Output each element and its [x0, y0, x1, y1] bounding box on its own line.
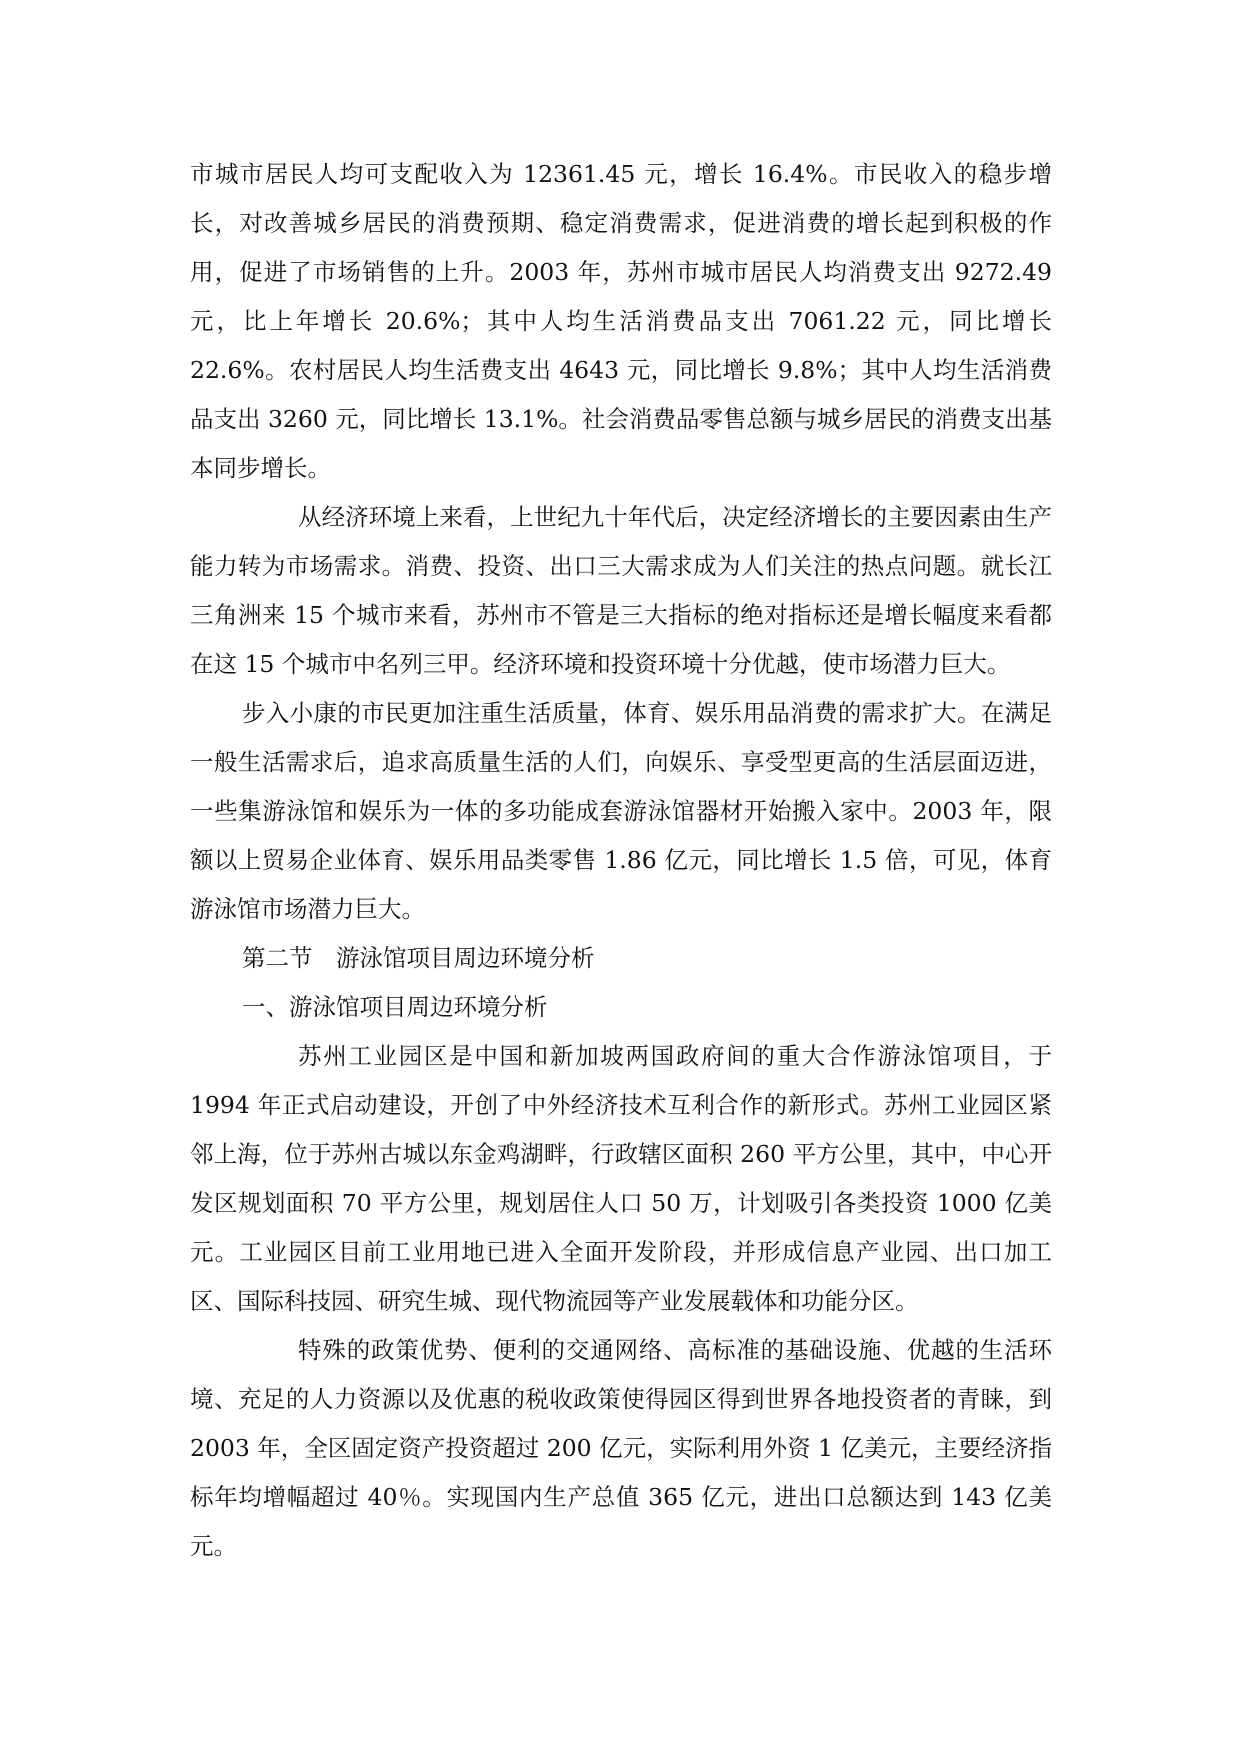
paragraph-investment: 特殊的政策优势、便利的交通网络、高标准的基础设施、优越的生活环境、充足的人力资源以及优惠的税收政策使得园区得到世界各地投资者的青睐，到 2003 年，全区固定资产投资超过 200 亿元，实际利用外资 1 亿美元，主要经济指标年均增幅超过 40％。实现国内生产总值 365 亿元，进出口总额达到 143 亿美元。	[190, 1336, 1052, 1560]
subsection-heading: 一、游泳馆项目周边环境分析	[242, 993, 548, 1021]
paragraph-sports-consumption: 步入小康的市民更加注重生活质量，体育、娱乐用品消费的需求扩大。在满足一般生活需求后，追求高质量生活的人们，向娱乐、享受型更高的生活层面迈进，一些集游泳馆和娱乐为一体的多功能成套游泳馆器材开始搬入家中。2003 年，限额以上贸易企业体育、娱乐用品类零售 1.86 亿元，同比增长 1.5 倍，可见，体育游泳馆市场潜力巨大。	[190, 699, 1052, 923]
document-page	[190, 150, 1052, 1571]
paragraph-industrial-park: 苏州工业园区是中国和新加坡两国政府间的重大合作游泳馆项目，于 1994 年正式启动建设，开创了中外经济技术互利合作的新形式。苏州工业园区紧邻上海，位于苏州古城以东金鸡湖畔，行政辖区面积 260 平方公里，其中，中心开发区规划面积 70 平方公里，规划居住人口 50 万，计划吸引各类投资 1000 亿美元。工业园区目前工业用地已进入全面开发阶段，并形成信息产业园、出口加工区、国际科技园、研究生城、现代物流园等产业发展载体和功能分区。	[190, 1042, 1052, 1315]
paragraph-income: 市城市居民人均可支配收入为 12361.45 元，增长 16.4%。市民收入的稳步增长，对改善城乡居民的消费预期、稳定消费需求，促进消费的增长起到积极的作用，促进了市场销售的上升。2003 年，苏州市城市居民人均消费支出 9272.49 元，比上年增长 20.6%；其中人均生活消费品支出 7061.22 元，同比增长 22.6%。农村居民人均生活费支出 4643 元，同比增长 9.8%；其中人均生活消费品支出 3260 元，同比增长 13.1%。社会消费品零售总额与城乡居民的消费支出基本同步增长。	[190, 160, 1052, 482]
paragraph-economic-environment: 从经济环境上来看，上世纪九十年代后，决定经济增长的主要因素由生产能力转为市场需求。消费、投资、出口三大需求成为人们关注的热点问题。就长江三角洲来 15 个城市来看，苏州市不管是三大指标的绝对指标还是增长幅度来看都在这 15 个城市中名列三甲。经济环境和投资环境十分优越，使市场潜力巨大。	[190, 503, 1052, 678]
section-heading: 第二节 游泳馆项目周边环境分析	[242, 944, 595, 972]
